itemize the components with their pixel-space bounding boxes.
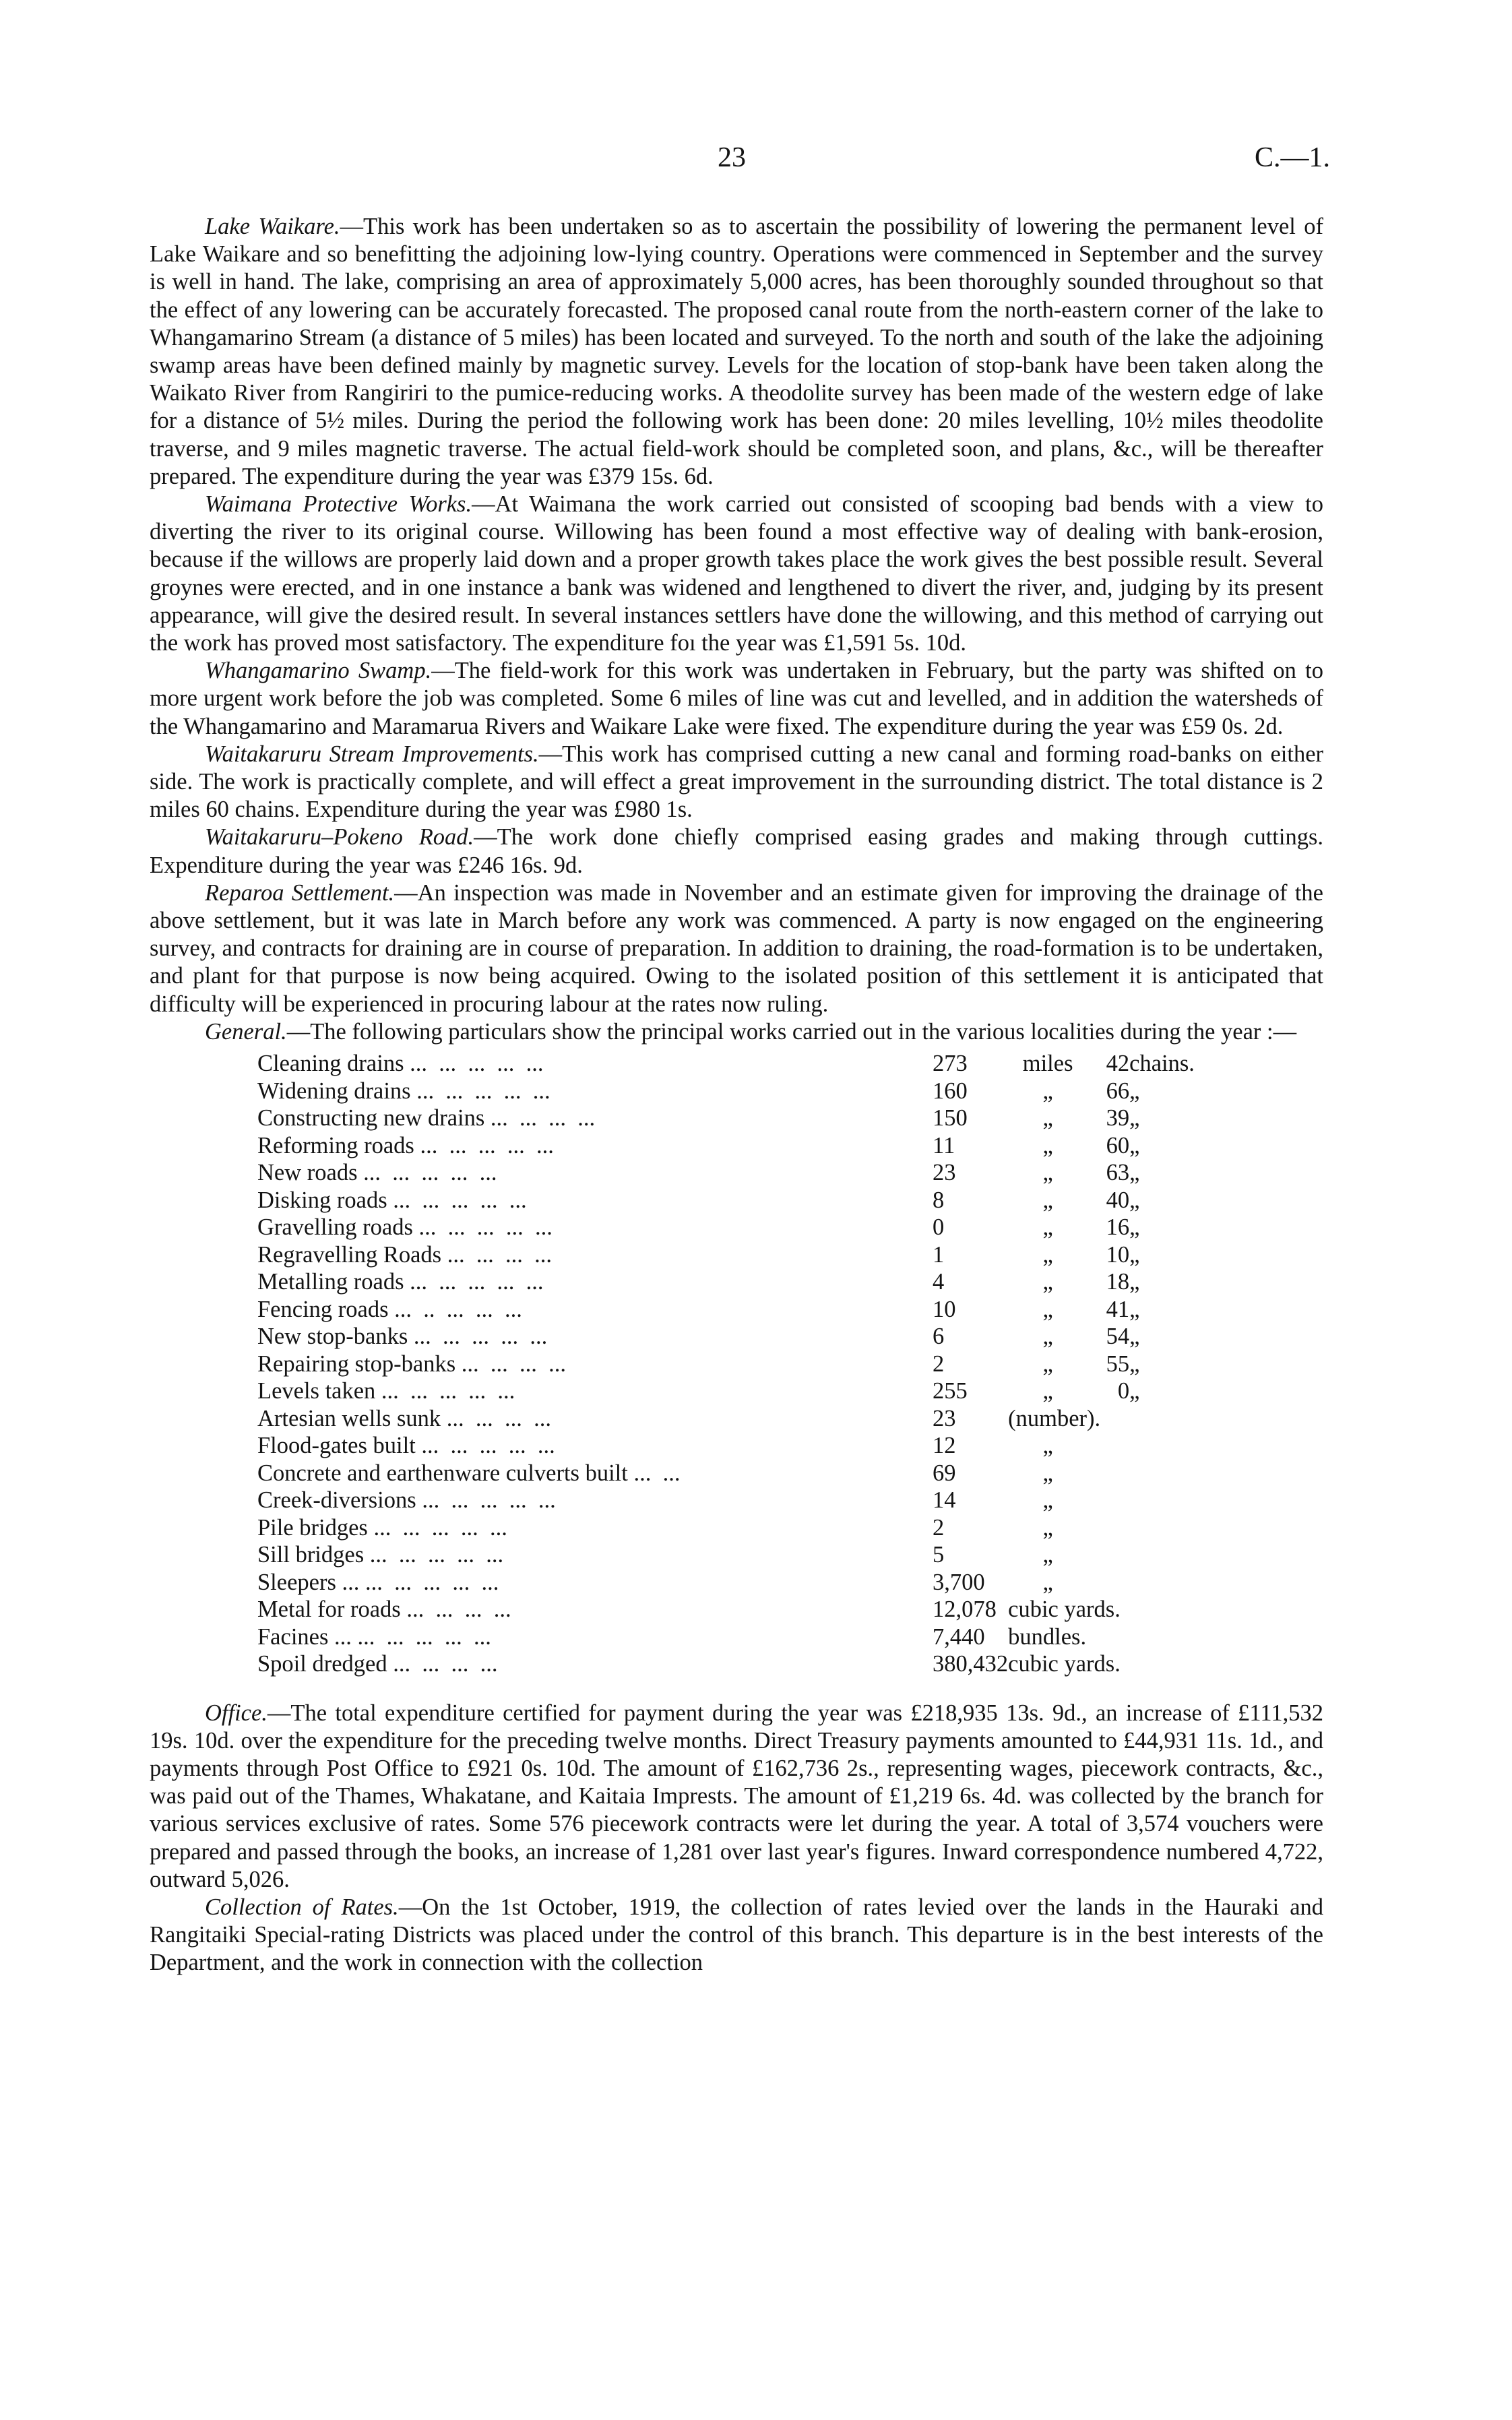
- leader-dots: ... ...: [633, 1460, 681, 1486]
- leader-dots: ... ... ... ... ...: [421, 1433, 555, 1459]
- work-item-cell: [257, 1514, 933, 1542]
- work-item-cell: [257, 1432, 933, 1460]
- quantity-unit: miles: [1022, 1051, 1073, 1077]
- page-number: 23: [718, 142, 746, 173]
- work-item-cell: [257, 1323, 933, 1351]
- secondary-value: 54: [1106, 1324, 1130, 1350]
- secondary-value: 40: [1106, 1187, 1130, 1213]
- quantity-unit: „: [1042, 1269, 1053, 1295]
- heading: Lake Waikare.: [205, 214, 340, 239]
- table-row: [257, 1596, 1195, 1623]
- leader-dots: ... ... ... ... ...: [418, 1214, 553, 1241]
- work-item-label: Concrete and earthenware culverts built: [257, 1460, 628, 1486]
- table-row: [257, 1078, 1195, 1105]
- work-item-label: Facines ...: [257, 1623, 352, 1650]
- leader-dots: ... ... ... ... ...: [373, 1514, 507, 1541]
- work-item-label: Disking roads: [257, 1187, 387, 1213]
- quantity-unit: „: [1042, 1160, 1053, 1186]
- leader-dots: ... ... ... ... ...: [410, 1051, 544, 1077]
- leader-dots: ... ... ... ...: [490, 1105, 596, 1131]
- work-item-cell: [257, 1405, 933, 1433]
- quantity-unit: „: [1042, 1460, 1053, 1486]
- heading: Reparoa Settlement.: [205, 879, 395, 906]
- quantity-value: 1: [933, 1241, 945, 1268]
- work-item-cell: [257, 1296, 933, 1324]
- paragraph-office: [150, 1700, 1323, 1894]
- quantity-value: 5: [933, 1542, 945, 1568]
- paragraph-text: —On the 1st October, 1919, the collection of rates levied over the lands in the Hauraki and Rangitaiki Special-rating Districts was placed under the control of this branch. This departure is in the best interests of the Department, and the work in connection with the collection: [150, 1894, 1324, 1976]
- work-item-label: Fencing roads: [257, 1296, 389, 1322]
- work-item-cell: [257, 1132, 933, 1160]
- work-item-cell: [257, 1596, 933, 1623]
- work-item-label: Regravelling Roads: [257, 1241, 442, 1268]
- work-item-label: Sill bridges: [257, 1542, 365, 1568]
- secondary-unit: [1129, 1460, 1195, 1487]
- works-table-body: [257, 1050, 1195, 1678]
- quantity-unit: „: [1042, 1324, 1053, 1350]
- quantity-unit: „: [1042, 1105, 1053, 1131]
- work-item-cell: [257, 1623, 933, 1651]
- quantity-value: 14: [933, 1487, 956, 1514]
- quantity-value: 11: [933, 1132, 955, 1158]
- table-row: [257, 1377, 1195, 1405]
- work-item-label: Pile bridges: [257, 1514, 368, 1541]
- secondary-unit: [1129, 1569, 1195, 1596]
- paragraph-text: —An inspection was made in November and an estimate given for improving the drainage of the above settlement, but it was late in March before any work was commenced. A party is now engaged on the engineering survey, and contracts for draining are in course of preparation. In addition to draining, the road-formation is to be undertaken, and plant for that purpose is now being acquired. Owing to the isolated position of this settlement it is anticipated that difficulty will be experienced in procuring labour at the rates now ruling.: [150, 879, 1323, 1017]
- leader-dots: ... ... ... ...: [447, 1241, 552, 1268]
- leader-dots: ... ... ... ... ...: [363, 1160, 497, 1186]
- quantity-value: 12,078: [933, 1596, 997, 1623]
- secondary-unit: „: [1129, 1241, 1140, 1268]
- quantity-value: 160: [933, 1078, 968, 1104]
- paragraph-text: —This work has been undertaken so as to ascertain the possibility of lowering the permanent level of Lake Waikare and so benefitting the adjoining low-lying country. Operations were commenced in September and the survey is well in hand. The lake, comprising an area of approximately 5,000 acres, has been thoroughly sounded throughout so that the effect of any lowering can be accurately forecasted. The proposed canal route from the north-eastern corner of the lake to Whangamarino Stream (a distance of 5 miles) has been located and surveyed. To the north and south of the lake the adjoining swamp areas have been defined mainly by magnetic survey. Levels for the location of stop-bank have been taken along the Waikato River from Rangiriri to the pumice-reducing works. A theodolite survey has been made of the western edge of lake for a distance of 5½ miles. During the period the following work has been done: 20 miles levelling, 10½ miles theodolite traverse, and 9 miles magnetic traverse. The actual field-work should be completed soon, and plans, &c., will be thereafter prepared. The expenditure during the year was £379 15s. 6d.: [150, 214, 1323, 489]
- secondary-value: [1088, 1432, 1129, 1460]
- secondary-unit: [1129, 1487, 1195, 1514]
- secondary-value: [1088, 1460, 1129, 1487]
- quantity-value: 0: [933, 1214, 945, 1241]
- work-item-cell: [257, 1159, 933, 1187]
- quantity-value: 255: [933, 1378, 968, 1404]
- table-row: [257, 1541, 1195, 1569]
- work-item-label: Flood-gates built: [257, 1433, 416, 1459]
- paragraph-collection-of-rates: [150, 1894, 1323, 1977]
- heading: General.: [205, 1018, 287, 1045]
- table-row: [257, 1187, 1195, 1214]
- secondary-value: 60: [1106, 1132, 1130, 1158]
- paragraph-waitakaruru-pokeno: [150, 824, 1323, 879]
- secondary-unit: „: [1129, 1078, 1140, 1104]
- work-item-label: New stop-banks: [257, 1324, 408, 1350]
- secondary-unit: „: [1129, 1105, 1140, 1131]
- quantity-unit: „: [1042, 1241, 1053, 1268]
- quantity-value: 8: [933, 1187, 945, 1213]
- work-item-label: Repairing stop-banks: [257, 1351, 456, 1377]
- leader-dots: ... ... ... ... ...: [369, 1542, 504, 1568]
- paragraph-general: [150, 1018, 1323, 1046]
- paragraph-text: —The following particulars show the principal works carried out in the various localities during the year :—: [286, 1018, 1297, 1045]
- leader-dots: ... ... ... ... ...: [422, 1487, 556, 1514]
- quantity-unit: „: [1042, 1214, 1053, 1241]
- quantity-unit: „: [1042, 1433, 1053, 1459]
- work-item-cell: [257, 1541, 933, 1569]
- leader-dots: ... ... ... ... ...: [420, 1132, 554, 1158]
- secondary-value: 63: [1106, 1160, 1130, 1186]
- secondary-unit: „: [1129, 1132, 1140, 1158]
- quantity-value: 10: [933, 1296, 956, 1322]
- table-row: [257, 1432, 1195, 1460]
- table-row: [257, 1351, 1195, 1378]
- quantity-unit: „: [1042, 1351, 1053, 1377]
- table-row: [257, 1159, 1195, 1187]
- table-row: [257, 1514, 1195, 1542]
- secondary-value: 42: [1106, 1051, 1130, 1077]
- work-item-cell: [257, 1241, 933, 1269]
- secondary-unit: [1129, 1514, 1195, 1542]
- table-row: [257, 1132, 1195, 1160]
- secondary-unit: „: [1129, 1269, 1140, 1295]
- quantity-unit: „: [1042, 1187, 1053, 1213]
- secondary-value: [1088, 1569, 1129, 1596]
- table-row: [257, 1214, 1195, 1241]
- quantity-unit: „: [1042, 1487, 1053, 1514]
- quantity-unit: „: [1042, 1296, 1053, 1322]
- quantity-value: 6: [933, 1324, 945, 1350]
- quantity-unit: (number).: [1008, 1405, 1101, 1431]
- leader-dots: ... ... ... ...: [393, 1651, 498, 1677]
- secondary-value: [1088, 1487, 1129, 1514]
- work-item-label: Sleepers ...: [257, 1569, 360, 1595]
- quantity-unit: bundles.: [1008, 1623, 1087, 1650]
- secondary-unit: [1129, 1541, 1195, 1569]
- leader-dots: ... ... ... ... ...: [365, 1569, 499, 1595]
- heading: Waitakaruru–Pokeno Road.: [205, 824, 474, 850]
- paragraph-whangamarino: [150, 657, 1323, 741]
- paragraph-waimana: [150, 491, 1323, 657]
- secondary-value: [1088, 1541, 1129, 1569]
- secondary-value: 0: [1117, 1378, 1130, 1404]
- table-row: [257, 1460, 1195, 1487]
- secondary-unit: „: [1129, 1214, 1140, 1241]
- secondary-value: 10: [1106, 1241, 1130, 1268]
- paragraph-waitakaruru-stream: [150, 741, 1323, 824]
- quantity-unit: „: [1042, 1132, 1053, 1158]
- quantity-value: 4: [933, 1269, 945, 1295]
- work-item-label: New roads: [257, 1160, 358, 1186]
- heading: Office.: [205, 1700, 267, 1726]
- work-item-label: Metalling roads: [257, 1269, 404, 1295]
- table-row: [257, 1050, 1195, 1078]
- work-item-cell: [257, 1569, 933, 1596]
- heading: Waitakaruru Stream Improvements.: [205, 741, 539, 767]
- quantity-value: 69: [933, 1460, 956, 1486]
- work-item-cell: [257, 1078, 933, 1105]
- leader-dots: ... ... ... ... ...: [416, 1078, 550, 1104]
- work-item-cell: [257, 1105, 933, 1132]
- table-row: [257, 1569, 1195, 1596]
- work-item-label: Gravelling roads: [257, 1214, 413, 1241]
- secondary-value: 41: [1106, 1296, 1130, 1322]
- table-row: [257, 1323, 1195, 1351]
- quantity-unit: „: [1042, 1569, 1053, 1595]
- secondary-unit: „: [1129, 1187, 1140, 1213]
- table-row: [257, 1487, 1195, 1514]
- secondary-unit: „: [1129, 1351, 1140, 1377]
- quantity-value: 2: [933, 1514, 945, 1541]
- table-row: [257, 1268, 1195, 1296]
- heading: Whangamarino Swamp.: [205, 658, 432, 684]
- table-row: [257, 1296, 1195, 1324]
- work-item-cell: [257, 1268, 933, 1296]
- paragraph-reparoa: [150, 879, 1323, 1018]
- quantity-value: 273: [933, 1051, 968, 1077]
- table-row: [257, 1105, 1195, 1132]
- paragraph-text: —At Waimana the work carried out consisted of scooping bad bends with a view to diverting the river to its original course. Willowing has been found a most effective way of dealing with bank-erosion, because if the willows are properly laid down and a proper growth takes place the work gives the best possible result. Several groynes were erected, and in one instance a bank was widened and lengthened to divert the river, and, judging by its present appearance, will give the desired result. In several instances settlers have done the willowing, and this method of carrying out the work has proved most satisfactory. The expenditure foı the year was £1,591 5s. 10d.: [150, 491, 1323, 656]
- leader-dots: ... .. ... ... ...: [394, 1296, 522, 1322]
- quantity-unit: „: [1042, 1378, 1053, 1404]
- secondary-unit: „: [1129, 1160, 1140, 1186]
- quantity-unit: „: [1042, 1542, 1053, 1568]
- paragraph-text: —The field-work for this work was undertaken in February, but the party was shifted on to more urgent work before the job was completed. Some 6 miles of line was cut and levelled, and in addition the watersheds of the Whangamarino and Maramarua Rivers and Waikare Lake were fixed. The expenditure during the year was £59 0s. 2d.: [150, 658, 1323, 739]
- work-item-label: Creek-diversions: [257, 1487, 416, 1514]
- secondary-unit: „: [1129, 1378, 1140, 1404]
- work-item-label: Constructing new drains: [257, 1105, 485, 1131]
- leader-dots: ... ... ... ... ...: [393, 1187, 527, 1213]
- leader-dots: ... ... ... ... ...: [410, 1269, 544, 1295]
- quantity-unit: cubic yards.: [1008, 1596, 1121, 1623]
- secondary-value: 66: [1106, 1078, 1130, 1104]
- quantity-unit: „: [1042, 1078, 1053, 1104]
- work-item-label: Widening drains: [257, 1078, 411, 1104]
- quantity-value: 380,432: [933, 1651, 1009, 1677]
- secondary-value: 16: [1106, 1214, 1130, 1241]
- leader-dots: ... ... ... ... ...: [381, 1378, 515, 1404]
- quantity-value: 23: [933, 1405, 956, 1431]
- table-row: [257, 1623, 1195, 1651]
- work-item-cell: [257, 1487, 933, 1514]
- work-item-cell: [257, 1050, 933, 1078]
- heading: Waimana Protective Works.: [205, 491, 472, 518]
- secondary-unit: [1129, 1432, 1195, 1460]
- table-row: [257, 1650, 1195, 1678]
- leader-dots: ... ... ... ... ...: [413, 1324, 548, 1350]
- table-row: [257, 1405, 1195, 1433]
- paragraph-text: —The total expenditure certified for payment during the year was £218,935 13s. 9d., an increase of £111,532 19s. 10d. over the expenditure for the preceding twelve months. Direct Treasury payments amounted to £44,931 11s. 1d., and payments through Post Office to £921 0s. 10d. The amount of £162,736 2s., representing wages, piecework contracts, &c., was paid out of the Thames, Whakatane, and Kaitaia Imprests. The amount of £1,219 6s. 4d. was collected by the branch for various services exclusive of rates. Some 576 piecework contracts were let during the year. A total of 3,574 vouchers were prepared and passed through the books, an increase of 1,281 over last year's figures. Inward correspondence numbered 4,722, outward 5,026.: [150, 1700, 1323, 1892]
- secondary-value: 55: [1106, 1351, 1130, 1377]
- secondary-unit: „: [1129, 1296, 1140, 1322]
- work-item-label: Spoil dredged: [257, 1651, 387, 1677]
- report-body: [150, 213, 1323, 1977]
- quantity-unit: cubic yards.: [1008, 1651, 1121, 1677]
- works-table: [257, 1050, 1195, 1678]
- work-item-label: Levels taken: [257, 1378, 376, 1404]
- work-item-cell: [257, 1187, 933, 1214]
- leader-dots: ... ... ... ... ...: [357, 1623, 491, 1650]
- quantity-unit: „: [1042, 1514, 1053, 1541]
- work-item-label: Artesian wells sunk: [257, 1405, 441, 1431]
- work-item-label: Cleaning drains: [257, 1051, 404, 1077]
- quantity-value: 150: [933, 1105, 968, 1131]
- work-item-cell: [257, 1650, 933, 1678]
- work-item-cell: [257, 1214, 933, 1241]
- quantity-value: 3,700: [933, 1569, 985, 1595]
- secondary-value: 18: [1106, 1269, 1130, 1295]
- quantity-value: 23: [933, 1160, 956, 1186]
- secondary-unit: „: [1129, 1324, 1140, 1350]
- leader-dots: ... ... ... ...: [406, 1596, 511, 1623]
- paragraph-text: —The work done chiefly comprised easing grades and making through cuttings. Expenditure during the year was £246 16s. 9d.: [150, 824, 1324, 878]
- paragraph-text: —This work has comprised cutting a new canal and forming road-banks on either side. The work is practically complete, and will effect a great improvement in the surrounding district. The total distance is 2 miles 60 chains. Expenditure during the year was £980 1s.: [150, 741, 1323, 823]
- leader-dots: ... ... ... ...: [461, 1351, 567, 1377]
- secondary-value: 39: [1106, 1105, 1130, 1131]
- paragraph-lake-waikare: [150, 213, 1323, 491]
- work-item-cell: [257, 1351, 933, 1378]
- work-item-cell: [257, 1377, 933, 1405]
- heading: Collection of Rates.: [205, 1894, 399, 1921]
- parliamentary-paper-code: C.—1.: [1255, 142, 1331, 173]
- secondary-value: [1088, 1514, 1129, 1542]
- quantity-value: 7,440: [933, 1623, 985, 1650]
- leader-dots: ... ... ... ...: [446, 1405, 552, 1431]
- work-item-label: Reforming roads: [257, 1132, 414, 1158]
- secondary-unit: chains.: [1129, 1051, 1195, 1077]
- table-row: [257, 1241, 1195, 1269]
- quantity-value: 2: [933, 1351, 945, 1377]
- work-item-label: Metal for roads: [257, 1596, 401, 1623]
- work-item-cell: [257, 1460, 933, 1487]
- quantity-value: 12: [933, 1433, 956, 1459]
